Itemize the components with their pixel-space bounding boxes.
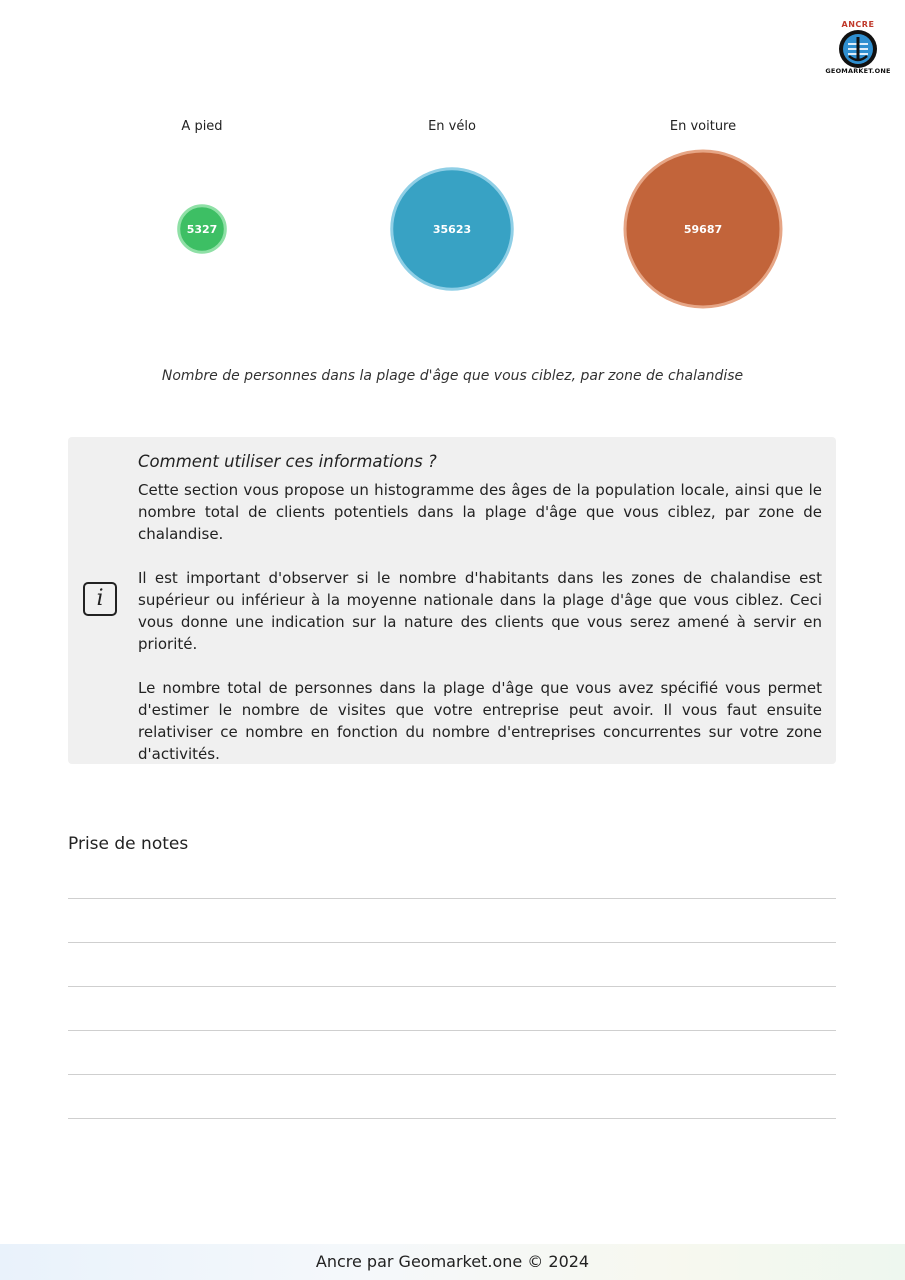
anchor-logo-icon xyxy=(836,29,880,69)
note-line xyxy=(68,986,836,987)
chart-caption: Nombre de personnes dans la plage d'âge que vous ciblez, par zone de chalandise xyxy=(161,368,744,384)
brand-logo xyxy=(825,20,891,84)
info-paragraph: Cette section vous propose un histogramme des âges de la population locale, ainsi que le nombre total de clients potentiels dans la plage d'âge que vous ciblez, par zone de chalandise. xyxy=(138,481,822,543)
notes-lines xyxy=(68,898,836,1162)
info-title: Comment utiliser ces informations ? xyxy=(138,452,437,471)
bubble-value-label: 5327 xyxy=(186,223,218,236)
note-line xyxy=(68,1030,836,1031)
bubble-value-label: 59687 xyxy=(683,223,723,236)
footer: Ancre par Geomarket.one © 2024 xyxy=(0,1244,905,1280)
note-line xyxy=(68,1118,836,1119)
bubble-category-label: En voiture xyxy=(669,119,737,134)
info-icon: i xyxy=(83,582,117,616)
bubble-value-label: 35623 xyxy=(432,223,472,236)
note-line xyxy=(68,898,836,899)
info-box xyxy=(68,437,836,764)
info-paragraph: Le nombre total de personnes dans la plage d'âge que vous avez spécifié vous permet d'estimer le nombre de visites que votre entreprise peut avoir. Il vous faut ensuite relativiser ce nombre en fonction du nombre d'entreprises concurrentes sur votre zone d'activités. xyxy=(138,679,822,763)
info-content xyxy=(138,452,822,765)
logo-bottom-text: GEOMARKET.ONE xyxy=(825,67,891,75)
notes-title: Prise de notes xyxy=(68,834,189,854)
logo-top-text: ANCRE xyxy=(841,20,875,29)
bubble-chart xyxy=(0,100,905,360)
note-line xyxy=(68,1074,836,1075)
note-line xyxy=(68,942,836,943)
info-paragraph: Il est important d'observer si le nombre d'habitants dans les zones de chalandise est supérieur ou inférieur à la moyenne nationale dans la plage d'âge que vous ciblez. Ceci vous donne une indication sur la nature des clients que vous serez amené à servir en priorité. xyxy=(138,569,822,653)
bubble-category-label: En vélo xyxy=(428,119,476,134)
bubble-category-label: A pied xyxy=(181,119,223,134)
